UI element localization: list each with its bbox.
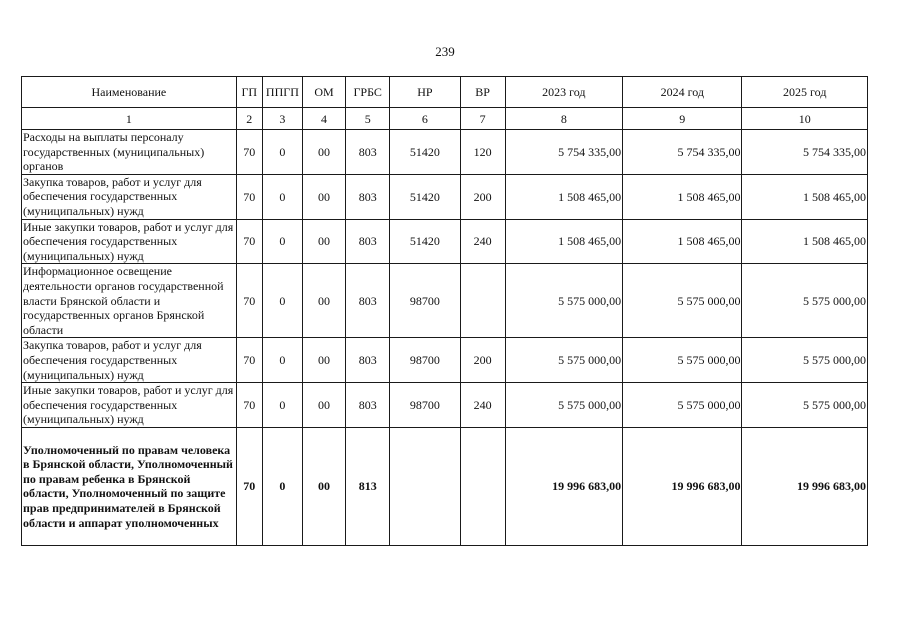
row-amount-2024: 5 575 000,00 (623, 338, 742, 383)
column-number: 2 (236, 108, 262, 130)
header-vr: ВР (460, 77, 505, 108)
row-amount-2023: 1 508 465,00 (505, 174, 622, 219)
column-number: 9 (623, 108, 742, 130)
row-nr: 98700 (390, 338, 460, 383)
row-nr: 98700 (390, 264, 460, 338)
header-2025: 2025 год (742, 77, 868, 108)
row-name: Закупка товаров, работ и услуг для обеспечения государственных (муниципальных) нужд (22, 174, 237, 219)
column-number: 5 (346, 108, 390, 130)
row-grbs: 803 (346, 174, 390, 219)
row-amount-2025: 5 754 335,00 (742, 130, 868, 175)
row-gp: 70 (236, 427, 262, 545)
row-nr: 98700 (390, 383, 460, 428)
row-amount-2025: 5 575 000,00 (742, 383, 868, 428)
row-amount-2024: 5 575 000,00 (623, 383, 742, 428)
row-amount-2024: 5 754 335,00 (623, 130, 742, 175)
row-amount-2023: 5 575 000,00 (505, 338, 622, 383)
row-amount-2025: 1 508 465,00 (742, 219, 868, 264)
row-name: Иные закупки товаров, работ и услуг для обеспечения государственных (муниципальных) нужд (22, 219, 237, 264)
row-gp: 70 (236, 383, 262, 428)
row-amount-2024: 1 508 465,00 (623, 174, 742, 219)
row-ppgp: 0 (262, 264, 302, 338)
row-ppgp: 0 (262, 383, 302, 428)
row-vr (460, 264, 505, 338)
row-amount-2023: 5 754 335,00 (505, 130, 622, 175)
row-ppgp: 0 (262, 427, 302, 545)
header-name: Наименование (22, 77, 237, 108)
row-gp: 70 (236, 130, 262, 175)
header-2023: 2023 год (505, 77, 622, 108)
table-row (22, 383, 868, 428)
row-gp: 70 (236, 264, 262, 338)
budget-table (21, 76, 868, 546)
column-number: 4 (302, 108, 345, 130)
row-grbs: 803 (346, 219, 390, 264)
row-grbs: 803 (346, 338, 390, 383)
table-row (22, 219, 868, 264)
row-om: 00 (302, 174, 345, 219)
row-gp: 70 (236, 174, 262, 219)
row-name: Уполномоченный по правам человека в Брянской области, Уполномоченный по правам ребенка в Брянской области, Уполномоченный по защите прав предпринимателей в Брянской области и аппарат уполномоченных (22, 427, 237, 545)
row-amount-2024: 5 575 000,00 (623, 264, 742, 338)
row-amount-2025: 19 996 683,00 (742, 427, 868, 545)
row-vr (460, 427, 505, 545)
row-nr (390, 427, 460, 545)
column-number: 10 (742, 108, 868, 130)
row-vr: 200 (460, 174, 505, 219)
column-number: 6 (390, 108, 460, 130)
table-row (22, 264, 868, 338)
table-row (22, 130, 868, 175)
row-om: 00 (302, 383, 345, 428)
row-om: 00 (302, 338, 345, 383)
row-vr: 120 (460, 130, 505, 175)
column-number: 7 (460, 108, 505, 130)
header-gp: ГП (236, 77, 262, 108)
row-amount-2024: 1 508 465,00 (623, 219, 742, 264)
row-amount-2023: 1 508 465,00 (505, 219, 622, 264)
row-ppgp: 0 (262, 219, 302, 264)
header-row (22, 77, 868, 108)
row-vr: 240 (460, 219, 505, 264)
row-amount-2025: 1 508 465,00 (742, 174, 868, 219)
row-om: 00 (302, 427, 345, 545)
row-name: Иные закупки товаров, работ и услуг для обеспечения государственных (муниципальных) нужд (22, 383, 237, 428)
header-om: ОМ (302, 77, 345, 108)
row-nr: 51420 (390, 174, 460, 219)
column-number: 1 (22, 108, 237, 130)
row-amount-2024: 19 996 683,00 (623, 427, 742, 545)
row-grbs: 803 (346, 264, 390, 338)
row-grbs: 803 (346, 130, 390, 175)
table-row (22, 174, 868, 219)
row-name: Расходы на выплаты персоналу государственных (муниципальных) органов (22, 130, 237, 175)
table-row (22, 338, 868, 383)
row-ppgp: 0 (262, 338, 302, 383)
row-amount-2023: 5 575 000,00 (505, 264, 622, 338)
table-row (22, 427, 868, 545)
row-name: Информационное освещение деятельности органов государственной власти Брянской области и государственных органов Брянской области (22, 264, 237, 338)
header-2024: 2024 год (623, 77, 742, 108)
row-om: 00 (302, 219, 345, 264)
row-name: Закупка товаров, работ и услуг для обеспечения государственных (муниципальных) нужд (22, 338, 237, 383)
column-number-row (22, 108, 868, 130)
row-om: 00 (302, 264, 345, 338)
header-grbs: ГРБС (346, 77, 390, 108)
row-nr: 51420 (390, 130, 460, 175)
row-om: 00 (302, 130, 345, 175)
row-amount-2025: 5 575 000,00 (742, 338, 868, 383)
header-nr: НР (390, 77, 460, 108)
column-number: 8 (505, 108, 622, 130)
row-ppgp: 0 (262, 174, 302, 219)
row-amount-2025: 5 575 000,00 (742, 264, 868, 338)
row-gp: 70 (236, 219, 262, 264)
column-number: 3 (262, 108, 302, 130)
row-vr: 200 (460, 338, 505, 383)
header-ppgp: ППГП (262, 77, 302, 108)
page-number: 239 (435, 44, 455, 59)
row-grbs: 803 (346, 383, 390, 428)
row-amount-2023: 5 575 000,00 (505, 383, 622, 428)
row-ppgp: 0 (262, 130, 302, 175)
row-nr: 51420 (390, 219, 460, 264)
row-grbs: 813 (346, 427, 390, 545)
row-vr: 240 (460, 383, 505, 428)
row-amount-2023: 19 996 683,00 (505, 427, 622, 545)
row-gp: 70 (236, 338, 262, 383)
